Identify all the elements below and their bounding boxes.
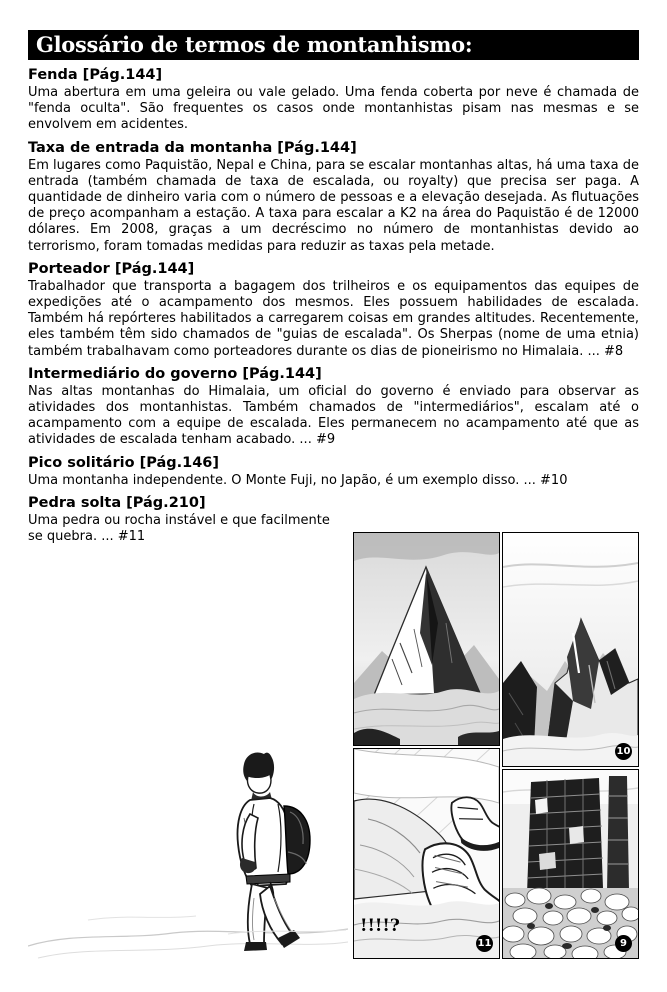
glossary-entry	[28, 366, 639, 449]
panel-number-badge: 10	[615, 743, 632, 760]
entry-term: Fenda [Pág.144]	[28, 67, 163, 83]
sound-effect-text: !!!!?	[360, 916, 400, 936]
entry-body: Trabalhador que transporta a bagagem dos trilheiros e os equipamentos das equipes de expedições até o acampamento dos mesmos. Eles possuem habilidades de escalada. Também há repórteres habilitados a carregarem coisas em grandes altitudes. Recentemente, eles também têm sido chamados de "guias de escalada". Os Sherpas (nome de uma etnia) também trabalhavam como porteadores durante os dias de pioneirismo no Himalaia. ... #8	[28, 278, 639, 359]
entry-term: Pedra solta [Pág.210]	[28, 494, 206, 511]
page-title: Glossário de termos de montanhismo:	[28, 30, 639, 60]
entry-body: Nas altas montanhas do Himalaia, um oficial do governo é enviado para observar as atividades dos montanhistas. Também chamados de "intermediários", escalam até o acampamento com a equipe de escalada. Eles permanecem no acampamento até que as atividades de escalada tenham acabado. ... #9	[28, 383, 639, 448]
entry-term: Porteador [Pág.144]	[28, 260, 195, 277]
glossary-page	[28, 30, 639, 970]
panel-snow-peak	[353, 532, 500, 746]
panel-number-badge: 9	[615, 935, 632, 952]
glossary-entries	[28, 67, 639, 545]
entry-body: Uma pedra ou rocha instável e que facilmente se quebra. ... #11	[28, 512, 330, 545]
glossary-entry	[28, 67, 639, 134]
panel-ridge-peak	[502, 532, 639, 767]
climber-illustration	[28, 730, 348, 970]
panel-number-badge: 11	[476, 935, 493, 952]
comic-panel-grid	[353, 532, 639, 957]
entry-term: Intermediário do governo [Pág.144]	[28, 365, 322, 382]
entry-body: Uma montanha independente. O Monte Fuji, no Japão, é um exemplo disso. ... #10	[28, 472, 568, 488]
glossary-entry	[28, 455, 639, 489]
entry-body: Em lugares como Paquistão, Nepal e China, para se escalar montanhas altas, há uma taxa de entrada (também chamada de taxa de escalada, ou royalty) que precisa ser paga. A quantidade de dinheiro varia com o número de pessoas e a elevação desejada. As flutuações de preço acompanham a estação. A taxa para escalar a K2 na área do Paquistão é de 12000 dólares. Em 2008, graças a um decréscimo no número de montanhistas devido ao terrorismo, foram tomadas medidas para reduzir as taxas pela metade.	[28, 157, 639, 254]
panel-rock-pile	[502, 769, 639, 959]
entry-term: Taxa de entrada da montanha [Pág.144]	[28, 139, 357, 156]
glossary-entry	[28, 140, 639, 255]
panel-boots	[353, 748, 500, 959]
entry-term: Pico solitário [Pág.146]	[28, 454, 220, 471]
entry-body: Uma abertura em uma geleira ou vale gelado. Uma fenda coberta por neve é chamada de "fenda oculta". São frequentes os casos onde montanhistas pisam nas mesmas e se envolvem em acidentes.	[28, 85, 639, 133]
glossary-entry	[28, 261, 639, 360]
